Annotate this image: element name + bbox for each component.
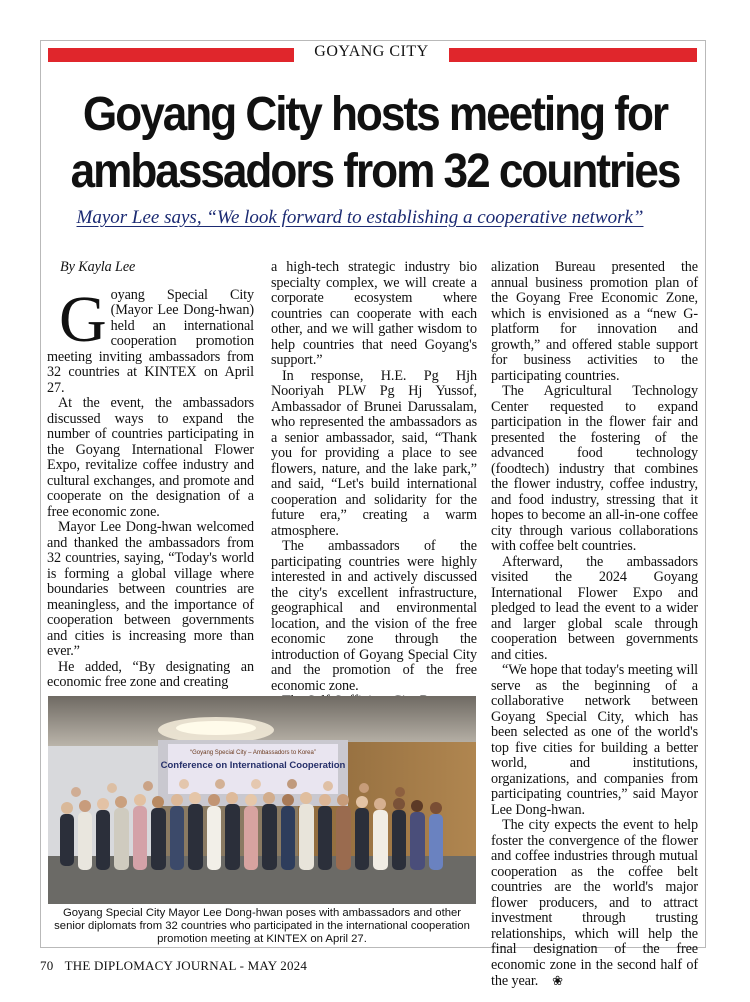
paragraph: Mayor Lee Dong-hwan welcomed and thanked the ambassadors from 32 countries, saying, “Today's world is forming a global village where boundaries between countries are meaningless, and the importance of cooperation between governments and cities is increasing more than ever.”	[47, 519, 254, 659]
headline: Goyang City hosts meeting for ambassadors from 32 countries	[70, 88, 680, 198]
column-1	[47, 260, 254, 691]
banner-small-text: “Goyang Special City – Ambassadors to Korea”	[190, 750, 316, 756]
page-number: 70	[40, 958, 54, 973]
group-photo-illustration	[48, 696, 476, 904]
paragraph: The ambassadors of the participating countries were highly interested in and actively discussed the city's excellent infrastructure, geographical and environmental location, and the vision of the free economic zone through the introduction of Goyang Special City and the promotion of the free economic zone.	[271, 538, 477, 694]
banner-title-text: Conference on International Cooperation	[160, 760, 346, 771]
section-label: GOYANG CITY	[314, 43, 429, 60]
column-2	[271, 260, 477, 710]
lead-paragraph	[47, 282, 254, 397]
paragraph: a high-tech strategic industry bio specialty complex, we will create a corporate ecosystem where countries can cooperate with each other, and we will gather wisdom to help countries that need Goyang's support.”	[271, 259, 477, 368]
paragraph: In response, H.E. Pg Hjh Nooriyah PLW Pg Hj Yussof, Ambassador of Brunei Darussalam, who represented the ambassadors as a senior ambassador, said, “Thank you for providing a place to see flowers, nature, and the lake park,” and said, “Let's build international cooperation and solidarity for the future era,” creating a warm atmosphere.	[271, 367, 477, 539]
paragraph: He added, “By designating an economic free zone and creating	[47, 658, 254, 690]
paragraph-last-text: The city expects the event to help foster the convergence of the flower and coffee industries through mutual cooperation as the coffee belt countries are the world's major flower producers, and to attract investment through trusting relationships, which will help the final designation of the free economic zone in the second half of the year.	[491, 817, 698, 989]
byline: By Kayla Lee	[60, 259, 136, 275]
end-mark-icon: ❀	[552, 973, 563, 988]
paragraph: The Agricultural Technology Center requested to expand participation in the flower fair and presented the fostering of the advanced food technology (foodtech) industry that combines the flower industry, coffee industry, and food industry, stressing that it hopes to become an all-in-one coffee city through various collaborations with coffee belt countries.	[491, 383, 698, 554]
paragraph-last	[491, 818, 698, 990]
photo-caption: Goyang Special City Mayor Lee Dong-hwan poses with ambassadors and other senior diplomats from 32 countries who participated in the international cooperation promotion meeting at KINTEX on April 27.	[54, 907, 470, 945]
publication-name: THE DIPLOMACY JOURNAL - MAY 2024	[64, 958, 308, 973]
section-bar-right	[449, 48, 697, 62]
column-3	[491, 260, 698, 990]
paragraph: At the event, the ambassadors discussed ways to expand the number of countries participating in the Goyang International Flower Expo, revitalize coffee industry and cultural exchanges, and promote and cooperate on the designation of a free economic zone.	[47, 395, 254, 520]
paragraph: alization Bureau presented the annual business promotion plan of the Goyang Free Economic Zone, which is envisioned as a “new G-platform for innovation and growth,” and offered stable support for business activities to the participating countries.	[491, 259, 698, 384]
drop-cap: G	[59, 282, 107, 356]
paragraph: Afterward, the ambassadors visited the 2024 Goyang International Flower Expo and pledged to lead the event to a wider and larger global scale through cooperation between governments and cities.	[491, 553, 698, 663]
paragraph: “We hope that today's meeting will serve as the beginning of a collaborative network between Goyang Special City, which has been selected as one of the world's top five cities for building a better world, and institutions, organizations, and companies from participating countries,” said Mayor Lee Dong-hwan.	[491, 662, 698, 818]
section-bar-left	[48, 48, 294, 62]
group-photo	[48, 696, 476, 904]
lead-text: oyang Special City (Mayor Lee Dong-hwan) held an international cooperation promotion meeting inviting ambassadors from 32 countries at KINTEX on April 27.	[47, 286, 254, 396]
deck-subtitle: Mayor Lee says, “We look forward to establishing a cooperative network”	[76, 207, 644, 228]
page-footer	[40, 958, 307, 974]
